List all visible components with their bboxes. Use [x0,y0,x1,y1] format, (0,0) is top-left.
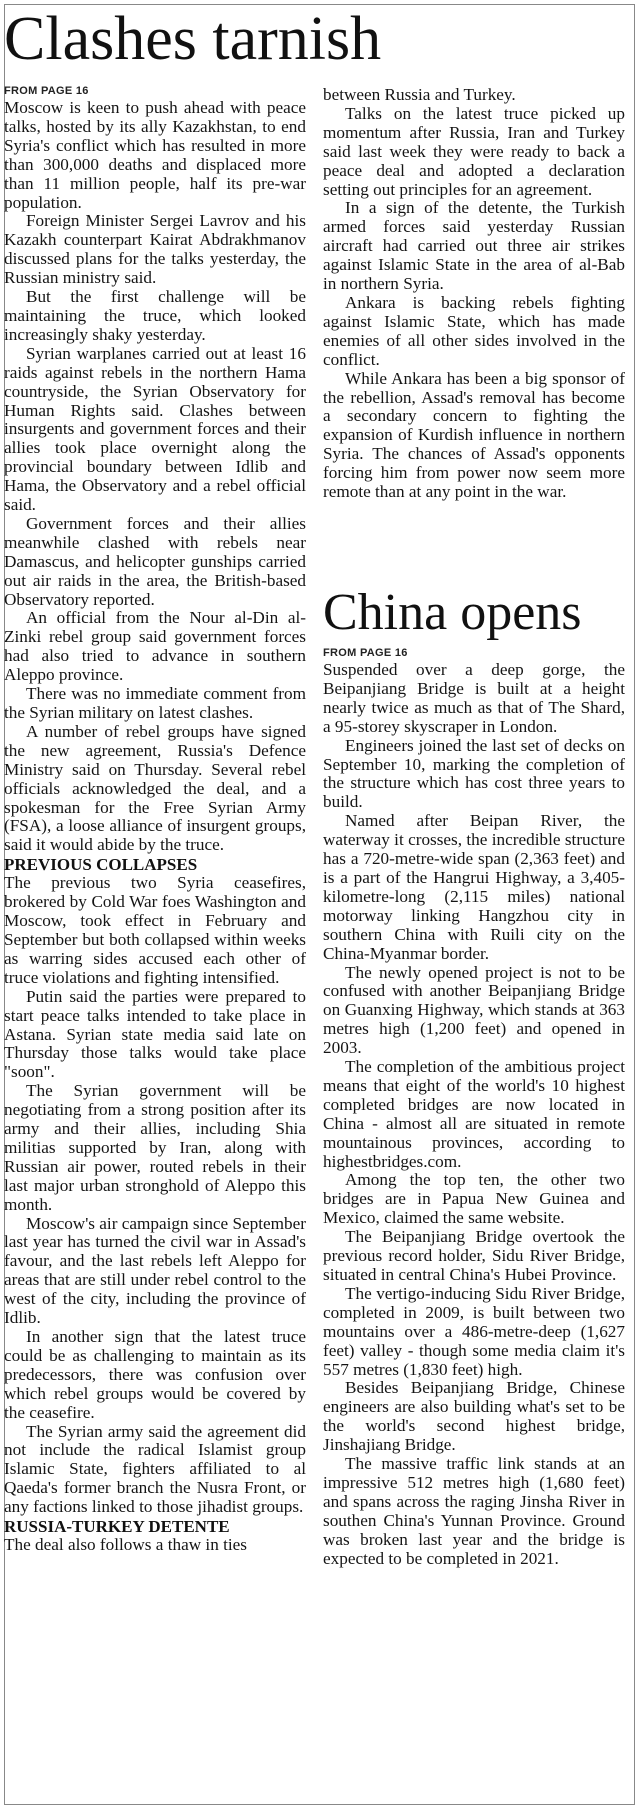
story2-column [323,646,625,1569]
body-paragraph: The Syrian army said the agreement did not include the radical Islamist group Islamic State, fighters affiliated to al Qaeda's former branch the Nusra Front, or any factions linked to those jihadist groups. [4,1421,306,1517]
body-paragraph: Besides Beipanjiang Bridge, Chinese engineers are also building what's set to be the world's second highest bridge, Jinshajiang Bridge. [323,1378,625,1455]
body-paragraph: The newly opened project is not to be confused with another Beipanjiang Bridge on Guanxing Highway, which stands at 363 metres high (1,200 feet) and opened in 2003. [323,962,625,1058]
from-page-label: FROM PAGE 16 [4,85,89,97]
body-paragraph: Talks on the latest truce picked up momentum after Russia, Iran and Turkey said last week they were ready to back a peace deal and adopted a declaration setting out principles for an agreement. [323,103,625,199]
body-paragraph: Foreign Minister Sergei Lavrov and his Kazakh counterpart Kairat Abdrakhmanov discussed plans for the talks yesterday, the Russian ministry said. [4,211,306,288]
body-paragraph: The massive traffic link stands at an impressive 512 metres high (1,680 feet) and spans across the raging Jinsha River in southen China's Yunnan Province. Ground was broken last year and the bridge is expected to be completed in 2021. [323,1454,625,1568]
body-paragraph: Suspended over a deep gorge, the Beipanjiang Bridge is built at a height nearly twice as much as that of The Shard, a 95-storey skyscraper in London. [323,660,625,736]
body-paragraph: The Beipanjiang Bridge overtook the previous record holder, Sidu River Bridge, situated in central China's Hubei Province. [323,1227,625,1284]
from-page-label: FROM PAGE 16 [323,647,408,659]
headline-clashes-tarnish: Clashes tarnish [4,5,382,73]
body-paragraph: The deal also follows a thaw in ties [4,1535,247,1555]
body-paragraph: Syrian warplanes carried out at least 16 raids against rebels in the northern Hama countryside, the Syrian Observatory for Human Rights said. Clashes between insurgents and government forces and their allies took place overnight along the provincial boundary between Idlib and Hama, the Observatory and a rebel official said. [4,343,306,515]
story1-right-column [323,86,625,502]
body-paragraph: Engineers joined the last set of decks on September 10, marking the completion of the structure which has cost three years to build. [323,735,625,812]
body-paragraph: The vertigo-inducing Sidu River Bridge, completed in 2009, is built between two mountains over a 486-metre-deep (1,627 feet) valley - though some media claim it's 557 metres (1,830 feet) high. [323,1283,625,1379]
body-paragraph: Ankara is backing rebels fighting against Islamic State, which has made enemies of all other sides involved in the conflict. [323,292,625,369]
headline-china-opens: China opens [323,584,582,641]
body-paragraph: Named after Beipan River, the waterway it crosses, the incredible structure has a 720-metre-wide span (2,363 feet) and is a part of the Hangrui Highway, a 3,405-kilometre-long (2,115 miles) national motorway linking Hangzhou city in southern China with Ruili city on the China-Myanmar border. [323,811,625,963]
subheading-previous-collapses: PREVIOUS COLLAPSES [4,855,198,875]
body-paragraph: An official from the Nour al-Din al-Zinki rebel group said government forces had also tried to advance in southern Aleppo province. [4,608,306,685]
body-paragraph: There was no immediate comment from the Syrian military on latest clashes. [4,684,306,722]
body-paragraph: The completion of the ambitious project means that eight of the world's 10 highest completed bridges are now located in China - almost all are situated in remote mountainous provinces, according to highestbridges.com. [323,1057,625,1171]
body-paragraph: A number of rebel groups have signed the new agreement, Russia's Defence Ministry said on Thursday. Several rebel officials acknowledged the deal, and a spokesman for the Free Syrian Army (FSA), a loose alliance of insurgent groups, said it would abide by the truce. [4,721,306,855]
body-paragraph: between Russia and Turkey. [323,85,516,104]
body-paragraph: In a sign of the detente, the Turkish armed forces said yesterday Russian aircraft had carried out three air strikes against Islamic State in the area of al-Bab in northern Syria. [323,198,625,294]
body-paragraph: Government forces and their allies meanwhile clashed with rebels near Damascus, and helicopter gunships carried out air raids in the area, the British-based Observatory reported. [4,513,306,609]
body-paragraph: In another sign that the latest truce could be as challenging to maintain as its predecessors, there was confusion over which rebel groups would be covered by the ceasefire. [4,1327,306,1422]
body-paragraph: Putin said the parties were prepared to start peace talks intended to take place in Astana. Syrian state media said late on Thursday those talks would take place "soon". [4,986,306,1082]
body-paragraph: The previous two Syria ceasefires, brokered by Cold War foes Washington and Moscow, took effect in February and September but both collapsed within weeks as warring sides accused each other of truce violations and fighting intensified. [4,873,306,987]
body-paragraph: While Ankara has been a big sponsor of the rebellion, Assad's removal has become a secondary concern to fighting the expansion of Kurdish influence in northern Syria. The chances of Assad's opponents forcing him from power now seem more remote than at any point in the war. [323,368,625,502]
body-paragraph: But the first challenge will be maintaining the truce, which looked increasingly shaky yesterday. [4,287,306,344]
body-paragraph: Moscow is keen to push ahead with peace talks, hosted by its ally Kazakhstan, to end Syria's conflict which has resulted in more than 300,000 deaths and displaced more than 11 million people, half its pre-war population. [4,98,306,212]
body-paragraph: The Syrian government will be negotiating from a strong position after its army and their allies, including Shia militias supported by Iran, along with Russian air power, routed rebels in their last major urban stronghold of Aleppo this month. [4,1081,306,1214]
body-paragraph: Moscow's air campaign since September last year has turned the civil war in Assad's favour, and the last rebels left Aleppo for areas that are still under rebel control to the west of the city, including the province of Idlib. [4,1213,306,1328]
story1-left-column [4,84,306,1555]
subheading-russia-turkey-detente: RUSSIA-TURKEY DETENTE [4,1517,230,1537]
body-paragraph: Among the top ten, the other two bridges are in Papua New Guinea and Mexico, claimed the same website. [323,1170,625,1228]
